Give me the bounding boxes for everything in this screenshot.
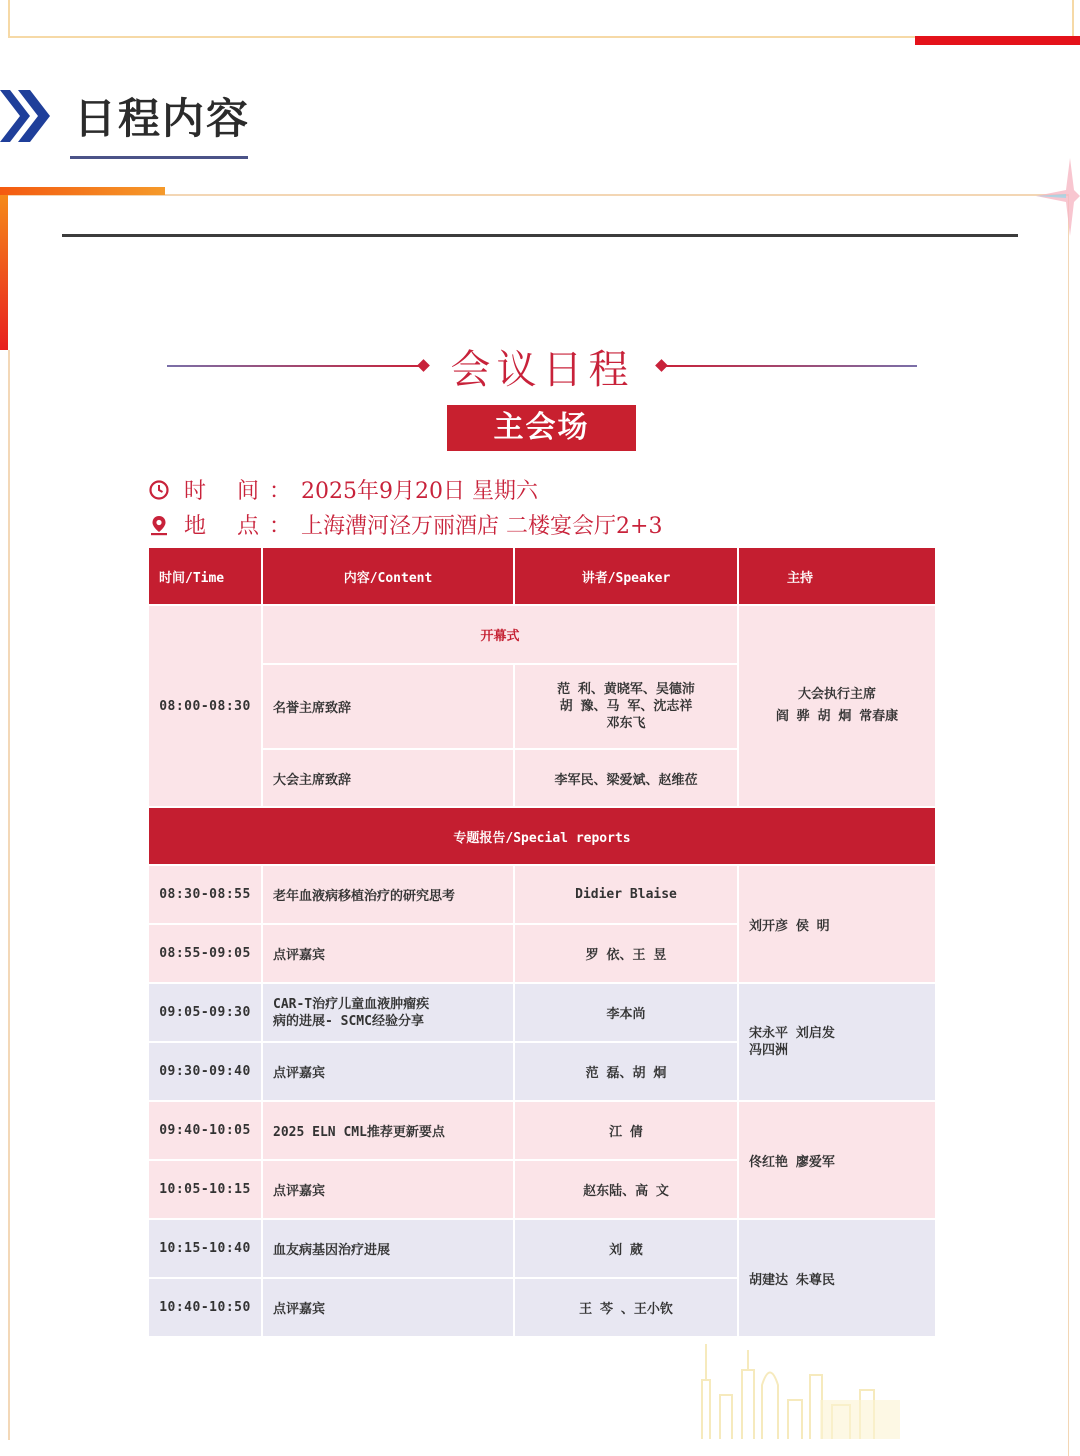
host-cell: 刘开彦 侯 明 bbox=[738, 865, 936, 983]
time-cell: 09:30-09:40 bbox=[148, 1042, 262, 1101]
time-label: 时 间 bbox=[184, 479, 271, 504]
speaker-cell: Didier Blaise bbox=[514, 865, 738, 924]
time-cell: 10:05-10:15 bbox=[148, 1160, 262, 1219]
speaker-cell: 刘 葳 bbox=[514, 1219, 738, 1278]
agenda-title: 会议日程 bbox=[450, 347, 635, 393]
double-chevron-icon bbox=[0, 86, 52, 146]
header-host: 主持 bbox=[738, 547, 936, 605]
speaker-cell: 李本尚 bbox=[514, 983, 738, 1042]
sparkle-icon bbox=[1036, 158, 1080, 238]
agenda-title-row bbox=[165, 336, 920, 396]
section-title: 日程内容 bbox=[74, 94, 251, 143]
time-cell: 10:40-10:50 bbox=[148, 1278, 262, 1337]
host-cell: 大会执行主席 阎 骅 胡 炯 常春康 bbox=[738, 605, 936, 807]
speaker-cell: 范 磊、胡 炯 bbox=[514, 1042, 738, 1101]
speaker-cell: 李军民、梁爱斌、赵维莅 bbox=[514, 749, 738, 807]
content-cell: 名誉主席致辞 bbox=[262, 664, 514, 749]
opening-title: 开幕式 bbox=[262, 605, 738, 664]
speaker-cell: 罗 依、王 昱 bbox=[514, 924, 738, 983]
info-place bbox=[148, 509, 662, 540]
time-cell: 10:15-10:40 bbox=[148, 1219, 262, 1278]
table-header-row bbox=[148, 547, 936, 605]
time-colon: ： bbox=[269, 479, 292, 504]
card-left-stripe bbox=[0, 195, 8, 350]
time-cell: 09:40-10:05 bbox=[148, 1101, 262, 1160]
top-red-accent bbox=[915, 36, 1080, 45]
content-cell: 大会主席致辞 bbox=[262, 749, 514, 807]
time-cell: 08:00-08:30 bbox=[148, 605, 262, 807]
card-left-line bbox=[8, 350, 10, 1440]
time-cell: 08:55-09:05 bbox=[148, 924, 262, 983]
hall-badge: 主会场 bbox=[447, 405, 636, 451]
content-cell: CAR-T治疗儿童血液肿瘤疾 病的进展- SCMC经验分享 bbox=[262, 983, 514, 1042]
place-colon: ： bbox=[269, 514, 292, 539]
host-cell: 宋永平 刘启发 冯四洲 bbox=[738, 983, 936, 1101]
table-row bbox=[148, 1219, 936, 1278]
title-deco-line-right bbox=[665, 365, 917, 367]
top-card bbox=[8, 0, 1074, 38]
time-value: 2025年9月20日 星期六 bbox=[301, 479, 538, 504]
host-cell: 胡建达 朱尊民 bbox=[738, 1219, 936, 1337]
content-cell: 点评嘉宾 bbox=[262, 1160, 514, 1219]
section-underline bbox=[70, 156, 248, 159]
table-row bbox=[148, 1101, 936, 1160]
special-reports-band bbox=[148, 807, 936, 865]
content-cell: 点评嘉宾 bbox=[262, 1278, 514, 1337]
content-cell: 点评嘉宾 bbox=[262, 1042, 514, 1101]
card-accent-bar bbox=[0, 187, 165, 195]
content-cell: 点评嘉宾 bbox=[262, 924, 514, 983]
clock-icon bbox=[148, 479, 170, 501]
speaker-cell: 江 倩 bbox=[514, 1101, 738, 1160]
speaker-cell: 王 芩 、王小钦 bbox=[514, 1278, 738, 1337]
header-speaker: 讲者/Speaker bbox=[514, 547, 738, 605]
table-row bbox=[148, 605, 936, 664]
special-reports-label: 专题报告/Special reports bbox=[148, 807, 936, 865]
host-cell: 佟红艳 廖爱军 bbox=[738, 1101, 936, 1219]
speaker-cell: 赵东陆、高 文 bbox=[514, 1160, 738, 1219]
content-cell: 血友病基因治疗进展 bbox=[262, 1219, 514, 1278]
content-cell: 老年血液病移植治疗的研究思考 bbox=[262, 865, 514, 924]
location-pin-icon bbox=[148, 514, 170, 536]
time-cell: 09:05-09:30 bbox=[148, 983, 262, 1042]
divider-rule bbox=[62, 234, 1018, 237]
time-cell: 08:30-08:55 bbox=[148, 865, 262, 924]
agenda-table bbox=[147, 546, 937, 1338]
header-time: 时间/Time bbox=[148, 547, 262, 605]
content-cell: 2025 ELN CML推荐更新要点 bbox=[262, 1101, 514, 1160]
place-label: 地 点 bbox=[184, 514, 271, 539]
table-row bbox=[148, 865, 936, 924]
speaker-cell: 范 利、黄晓军、吴德沛 胡 豫、马 军、沈志祥 邓东飞 bbox=[514, 664, 738, 749]
city-skyline-decoration bbox=[690, 1340, 910, 1439]
table-row bbox=[148, 983, 936, 1042]
info-time bbox=[148, 474, 538, 505]
place-value: 上海漕河泾万丽酒店 二楼宴会厅2+3 bbox=[301, 514, 663, 539]
header-content: 内容/Content bbox=[262, 547, 514, 605]
